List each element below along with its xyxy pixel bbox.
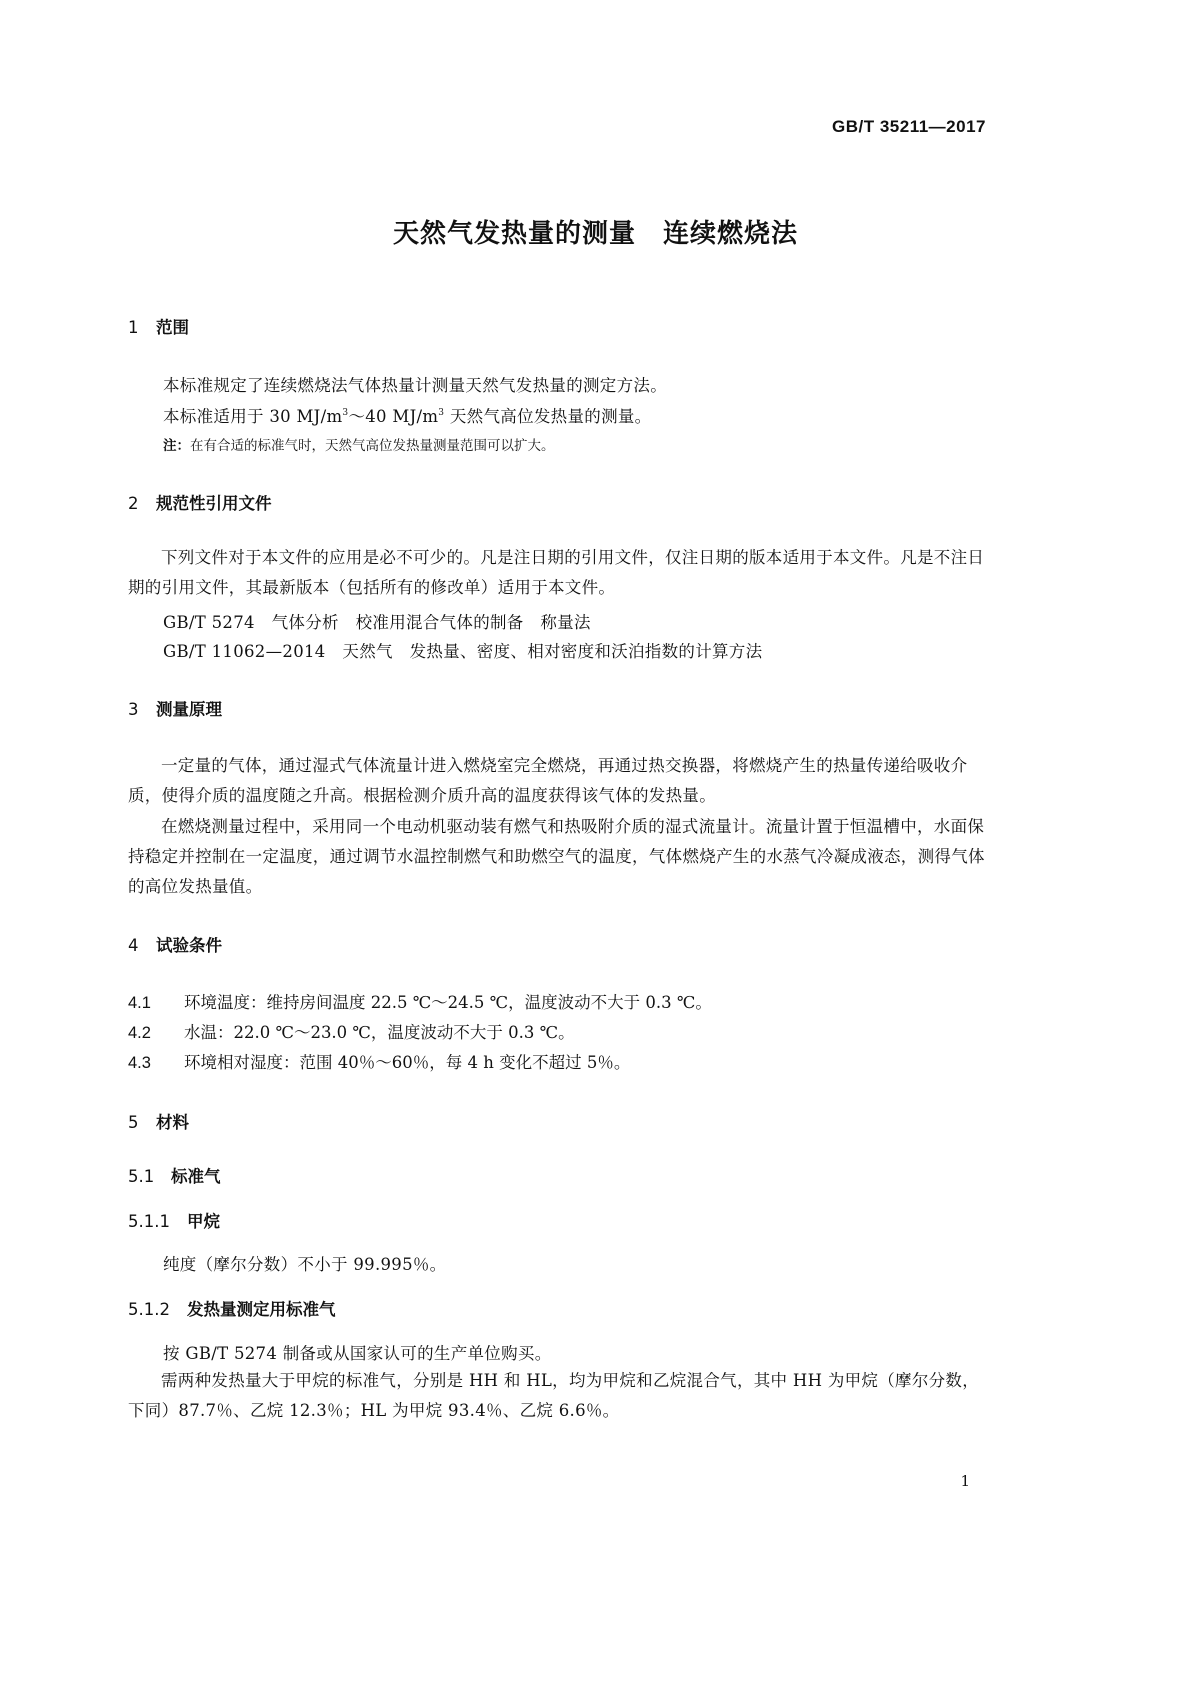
superscript: 3 [342, 408, 349, 418]
section-1-heading [128, 314, 189, 338]
section-3-heading [128, 696, 222, 720]
reference-item: GB/T 5274 气体分析 校准用混合气体的制备 称量法 [163, 613, 591, 632]
paragraph: 在燃烧测量过程中，采用同一个电动机驱动装有燃气和热吸附介质的湿式流量计。流量计置于恒温槽中，水面保持稳定并控制在一定温度，通过调节水温控制燃气和助燃空气的温度，气体燃烧产生的水蒸气冷凝成液态，测得气体的高位发热量值。 [128, 817, 985, 896]
paragraph: 纯度（摩尔分数）不小于 99.995％。 [163, 1255, 447, 1274]
paragraph: 一定量的气体，通过湿式气体流量计进入燃烧室完全燃烧，再通过热交换器，将燃烧产生的热量传递给吸收介质，使得介质的温度随之升高。根据检测介质升高的温度获得该气体的发热量。 [128, 756, 968, 805]
paragraph: 按 GB/T 5274 制备或从国家认可的生产单位购买。 [163, 1344, 552, 1363]
subsection-number: 5.1.2 [128, 1300, 170, 1319]
paragraph [163, 403, 651, 427]
section-2-heading [128, 490, 272, 514]
clause-number: 4.2 [128, 1024, 151, 1042]
superscript: 3 [438, 408, 445, 418]
subsection-number: 5.1 [128, 1167, 155, 1186]
subsection-title: 甲烷 [187, 1212, 220, 1231]
standard-number: GB/T 35211—2017 [832, 117, 986, 136]
subsection-5-1-1-heading [128, 1208, 220, 1232]
text-run: 天然气高位发热量的测量。 [444, 407, 652, 426]
section-5-heading [128, 1109, 189, 1133]
clause-text: 水温：22.0 ℃～23.0 ℃，温度波动不大于 0.3 ℃。 [184, 1023, 575, 1042]
text-run: 本标准适用于 30 MJ/m [163, 407, 343, 426]
subsection-title: 发热量测定用标准气 [187, 1300, 336, 1319]
section-title: 测量原理 [156, 700, 222, 719]
subsection-5-1-2-heading [128, 1296, 336, 1320]
subsection-5-1-heading [128, 1163, 221, 1187]
section-title: 材料 [156, 1113, 189, 1132]
reference-item: GB/T 11062—2014 天然气 发热量、密度、相对密度和沃泊指数的计算方法 [163, 642, 763, 661]
subsection-number: 5.1.1 [128, 1212, 170, 1231]
subsection-title: 标准气 [171, 1167, 221, 1186]
section-title: 规范性引用文件 [156, 494, 272, 513]
section-number: 4 [128, 936, 139, 955]
section-number: 2 [128, 494, 139, 513]
paragraph: 下列文件对于本文件的应用是必不可少的。凡是注日期的引用文件，仅注日期的版本适用于本文件。凡是不注日期的引用文件，其最新版本（包括所有的修改单）适用于本文件。 [128, 548, 985, 597]
note [163, 434, 555, 454]
section-title: 试验条件 [156, 936, 222, 955]
document-title: 天然气发热量的测量 连续燃烧法 [392, 219, 798, 249]
note-text: 在有合适的标准气时，天然气高位发热量测量范围可以扩大。 [190, 438, 555, 454]
text-run: ～40 MJ/m [348, 407, 439, 426]
section-number: 3 [128, 700, 139, 719]
section-number: 5 [128, 1113, 139, 1132]
paragraph: 需两种发热量大于甲烷的标准气，分别是 HH 和 HL，均为甲烷和乙烷混合气，其中 HH 为甲烷（摩尔分数，下同）87.7％、乙烷 12.3％；HL 为甲烷 93.4％、乙烷 6.6％。 [128, 1371, 980, 1420]
clause-4-2 [128, 1019, 575, 1043]
clause-4-3 [128, 1049, 630, 1073]
clause-number: 4.3 [128, 1054, 151, 1072]
page-number: 1 [960, 1472, 970, 1490]
clause-text: 环境相对湿度：范围 40％～60％，每 4 h 变化不超过 5％。 [184, 1053, 631, 1072]
section-number: 1 [128, 318, 139, 337]
clause-number: 4.1 [128, 994, 151, 1012]
clause-4-1 [128, 989, 712, 1013]
paragraph: 本标准规定了连续燃烧法气体热量计测量天然气发热量的测定方法。 [163, 376, 667, 395]
section-4-heading [128, 932, 222, 956]
clause-text: 环境温度：维持房间温度 22.5 ℃～24.5 ℃，温度波动不大于 0.3 ℃。 [184, 993, 712, 1012]
section-title: 范围 [156, 318, 189, 337]
note-label: 注： [163, 438, 190, 454]
